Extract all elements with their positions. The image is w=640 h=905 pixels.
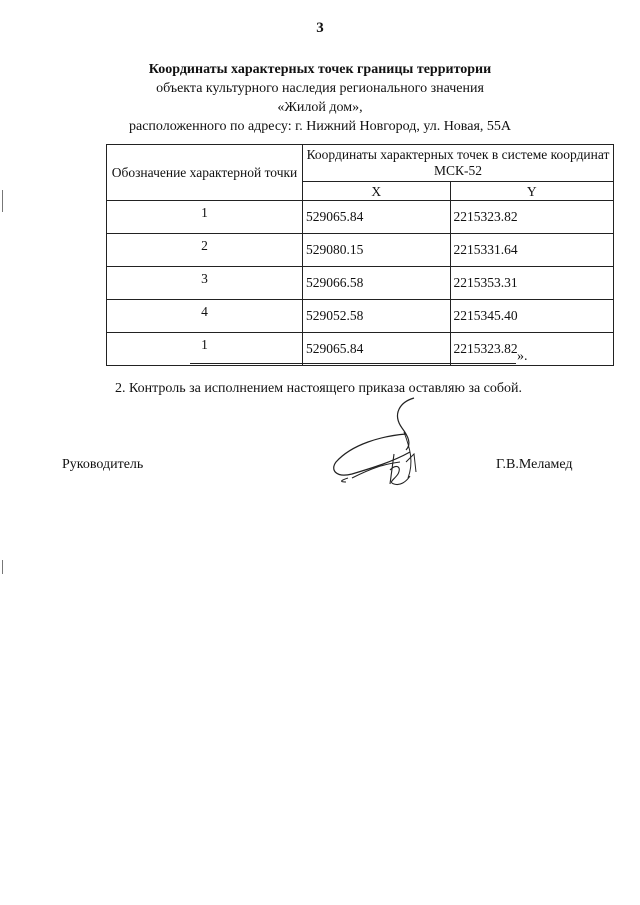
x-coordinate: 529065.84 xyxy=(303,333,451,366)
point-number: 3 xyxy=(107,267,303,300)
closing-line xyxy=(190,349,530,365)
title-line-1: Координаты характерных точек границы территории xyxy=(148,62,492,77)
point-column-header: Обозначение характерной точки xyxy=(107,145,303,201)
table-header-row xyxy=(107,145,614,182)
scan-artifact xyxy=(2,560,3,574)
page-number: 3 xyxy=(316,20,324,36)
y-coordinate: 2215323.82 xyxy=(450,333,614,366)
point-number: 4 xyxy=(107,300,303,333)
control-clause: 2. Контроль за исполнением настоящего приказа оставляю за собой. xyxy=(115,381,523,396)
y-column-header: Y xyxy=(450,182,614,201)
title-line-2: объекта культурного наследия регионального значения xyxy=(156,81,484,96)
point-number: 1 xyxy=(107,201,303,234)
point-number: 1 xyxy=(107,333,303,366)
document-title xyxy=(0,60,640,136)
signatory-role: Руководитель xyxy=(62,457,144,472)
table-row xyxy=(107,267,614,300)
x-coordinate: 529065.84 xyxy=(303,201,451,234)
title-line-4: расположенного по адресу: г. Нижний Новгород, ул. Новая, 55А xyxy=(129,119,511,134)
coordinates-table xyxy=(106,144,614,366)
signatory-name: Г.В.Меламед xyxy=(496,457,573,472)
x-column-header: X xyxy=(303,182,451,201)
title-line-3: «Жилой дом», xyxy=(277,100,363,115)
y-coordinate: 2215323.82 xyxy=(450,201,614,234)
y-coordinate: 2215331.64 xyxy=(450,234,614,267)
blank-underline xyxy=(190,363,516,364)
x-coordinate: 529066.58 xyxy=(303,267,451,300)
closing-quote-mark: ». xyxy=(517,349,528,364)
x-coordinate: 529080.15 xyxy=(303,234,451,267)
table-row xyxy=(107,201,614,234)
point-number: 2 xyxy=(107,234,303,267)
y-coordinate: 2215345.40 xyxy=(450,300,614,333)
scan-artifact xyxy=(2,190,3,212)
table-row xyxy=(107,300,614,333)
table-row xyxy=(107,234,614,267)
coordinate-system-header: Координаты характерных точек в системе координат МСК-52 xyxy=(303,145,614,182)
y-coordinate: 2215353.31 xyxy=(450,267,614,300)
x-coordinate: 529052.58 xyxy=(303,300,451,333)
signature-image xyxy=(322,392,432,502)
